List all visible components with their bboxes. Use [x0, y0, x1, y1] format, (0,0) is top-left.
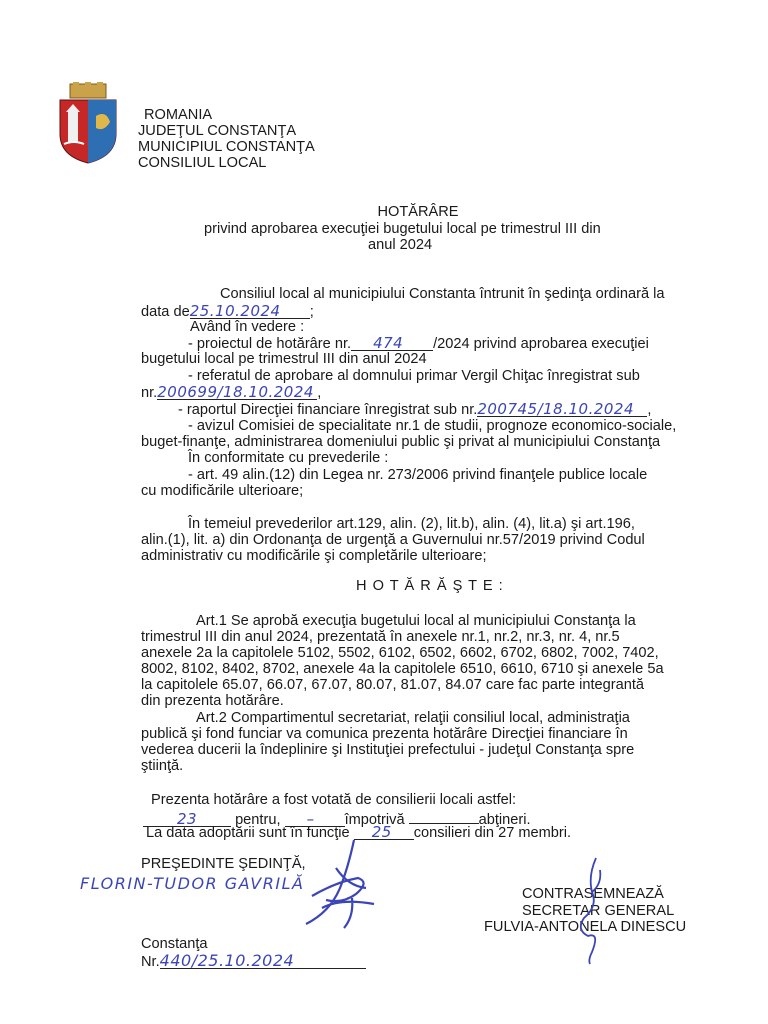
- footer-city: Constanţa: [141, 936, 208, 952]
- aviz-line-1: - avizul Comisiei de specialitate nr.1 de studii, prognoze economico-sociale,: [188, 418, 677, 434]
- avand-label: Având în vedere :: [190, 319, 305, 335]
- art1-line-3: anexele 2a la capitolele 5102, 5502, 6102, 6502, 6602, 6702, 6802, 7002, 7402,: [141, 645, 659, 661]
- art49-line-2: cu modificările ulterioare;: [141, 483, 304, 499]
- temei-line-2: alin.(1), lit. a) din Ordonanţa de urgenţă a Guvernului nr.57/2019 privind Codul: [141, 532, 645, 548]
- president-title: PREŞEDINTE ŞEDINŢĂ,: [141, 856, 306, 872]
- document-title: HOTĂRÂRE: [377, 204, 459, 220]
- president-name-handwritten: FLORIN-TUDOR GAVRILĂ: [80, 874, 305, 893]
- vote-intro: Prezenta hotărâre a fost votată de consilierii locali astfel:: [151, 792, 517, 808]
- secretary-title: SECRETAR GENERAL: [522, 903, 675, 919]
- votes-against-label: împotrivă: [344, 812, 405, 828]
- countersign-title: CONTRASEMNEAZĂ: [522, 886, 664, 902]
- councillors-in-office-line: La data adoptării sunt în funcţie 25 consilieri din 27 membri.: [146, 823, 572, 841]
- proiect-line: - proiectul de hotărâre nr. 474 /2024 privind aprobarea execuţiei: [188, 334, 649, 352]
- coat-of-arms-logo: [56, 82, 120, 164]
- session-date-line: data de25.10.2024 ;: [141, 302, 314, 320]
- proiect-number-handwritten: 474: [373, 334, 404, 352]
- aviz-line-2: buget-finanţe, administrarea domeniului public şi privat al municipiului Constanţa: [141, 434, 661, 450]
- art1-line-6: din prezenta hotărâre.: [141, 693, 284, 709]
- country-label: ROMANIA: [144, 107, 213, 123]
- abstentions-label: abţineri.: [478, 812, 531, 828]
- votes-against-handwritten: –: [306, 810, 315, 828]
- secretary-signature: [570, 856, 620, 966]
- council-label: CONSILIUL LOCAL: [138, 155, 267, 171]
- temei-line-1: În temeiul prevederilor art.129, alin. (2), lit.b), alin. (4), lit.a) şi art.196,: [188, 516, 635, 532]
- raport-number-handwritten: 200745/18.10.2024: [477, 400, 635, 418]
- intro-line-1: Consiliul local al municipiului Constanta întrunit în şedinţa ordinară la: [220, 286, 665, 302]
- votes-for-handwritten: 23: [177, 810, 198, 828]
- art1-line-1: Art.1 Se aprobă execuţia bugetului local al municipiului Constanţa la: [196, 613, 636, 629]
- session-date-handwritten: 25.10.2024: [189, 302, 281, 320]
- document-subtitle: privind aprobarea execuţiei bugetului local pe trimestrul III din: [204, 221, 601, 237]
- secretary-name: FULVIA-ANTONELA DINESCU: [484, 919, 687, 935]
- referat-number-line: nr.200699/18.10.2024 ,: [141, 383, 322, 401]
- referat-line: - referatul de aprobare al domnului primar Vergil Chiţac înregistrat sub: [188, 368, 640, 384]
- art2-line-3: vederea ducerii la îndeplinire şi Instituţiei prefectului - judeţul Constanţa spre: [141, 742, 635, 758]
- art2-line-2: publică şi fond funciar va comunica prezenta hotărâre Direcţiei financiare în: [141, 726, 628, 742]
- art49-line-1: - art. 49 alin.(12) din Legea nr. 273/2006 privind finanţele publice locale: [188, 467, 648, 483]
- conform-label: În conformitate cu prevederile :: [188, 450, 389, 466]
- referat-number-handwritten: 200699/18.10.2024: [157, 383, 314, 401]
- document-subtitle-year: anul 2024: [368, 237, 433, 253]
- footer-registration-line: Nr.440/25.10.2024: [141, 953, 366, 970]
- temei-line-3: administrativ cu modificările şi completările ulterioare;: [141, 548, 487, 564]
- president-signature: [296, 838, 386, 930]
- art1-line-5: la capitolele 65.07, 66.07, 67.07, 80.07, 81.07, 84.07 care fac parte integrantă: [141, 677, 645, 693]
- proiect-line-2: bugetului local pe trimestrul III din anul 2024: [141, 351, 427, 367]
- votes-for-label: pentru,: [235, 812, 281, 828]
- registration-number-handwritten: 440/25.10.2024: [159, 951, 295, 970]
- art2-line-1: Art.2 Compartimentul secretariat, relaţii consiliul local, administraţia: [196, 710, 630, 726]
- art1-line-2: trimestrul III din anul 2024, prezentată în anexele nr.1, nr.2, nr.3, nr. 4, nr.5: [141, 629, 620, 645]
- art1-line-4: 8002, 8102, 8402, 8702, anexele 4a la capitolele 6510, 6610, 6710 şi anexele 5a: [141, 661, 664, 677]
- hotaraste-heading: H O T Ă R Ă Ş T E :: [356, 578, 504, 594]
- art2-line-4: ştiinţă.: [141, 758, 184, 774]
- municipality-label: MUNICIPIUL CONSTANŢA: [138, 139, 315, 155]
- raport-line: - raportul Direcţiei financiare înregistrat sub nr.200745/18.10.2024 ,: [178, 400, 652, 418]
- councillors-count-handwritten: 25: [371, 823, 392, 841]
- county-label: JUDEŢUL CONSTANŢA: [138, 123, 297, 139]
